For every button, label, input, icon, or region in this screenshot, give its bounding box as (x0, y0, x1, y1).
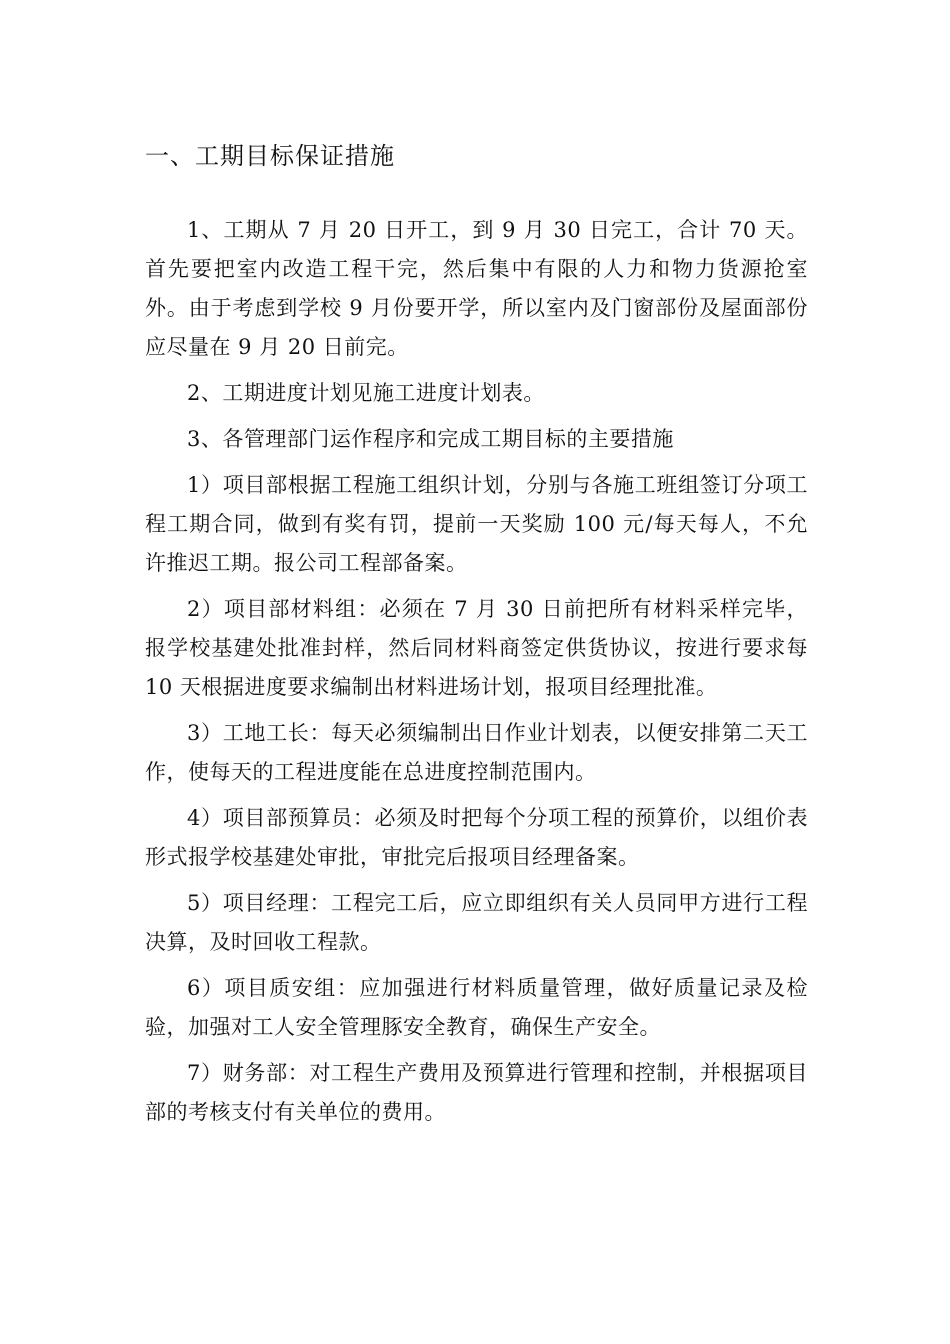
paragraph-progress-plan: 2、工期进度计划见施工进度计划表。 (187, 381, 545, 405)
paragraph-finance: 7）财务部：对工程生产费用及预算进行管理和控制，并根据项目部的考核支付有关单位的费用。 (145, 1061, 808, 1124)
document-body (145, 211, 808, 1132)
paragraph-project-manager: 5）项目经理：工程完工后，应立即组织有关人员同甲方进行工程决算，及时回收工程款。 (145, 891, 808, 954)
paragraph-budget-officer: 4）项目部预算员：必须及时把每个分项工程的预算价，以组价表形式报学校基建处审批，审批完后报项目经理备案。 (145, 806, 808, 869)
paragraph-site-foreman: 3）工地工长：每天必须编制出日作业计划表，以便安排第二天工作，使每天的工程进度能在总进度控制范围内。 (145, 721, 808, 784)
paragraph-schedule-overview: 1、工期从 7 月 20 日开工，到 9 月 30 日完工，合计 70 天。首先要把室内改造工程干完，然后集中有限的人力和物力货源抢室外。由于考虑到学校 9 月份要开学，所以室内及门窗部份及屋面部份应尽量在 9 月 20 日前完。 (145, 218, 808, 359)
paragraph-materials-group: 2）项目部材料组：必须在 7 月 30 日前把所有材料采样完毕，报学校基建处批准封样，然后同材料商签定供货协议，按进行要求每 10 天根据进度要求编制出材料进场计划，报项目经理批准。 (145, 597, 808, 699)
paragraph-department-measures: 3、各管理部门运作程序和完成工期目标的主要措施 (187, 427, 674, 451)
paragraph-project-department: 1）项目部根据工程施工组织计划，分别与各施工班组签订分项工程工期合同，做到有奖有罚，提前一天奖励 100 元/每天每人，不允许推迟工期。报公司工程部备案。 (145, 473, 808, 575)
paragraph-quality-safety: 6）项目质安组：应加强进行材料质量管理，做好质量记录及检验，加强对工人安全管理豚安全教育，确保生产安全。 (145, 976, 808, 1039)
section-heading: 一、工期目标保证措施 (145, 142, 395, 170)
